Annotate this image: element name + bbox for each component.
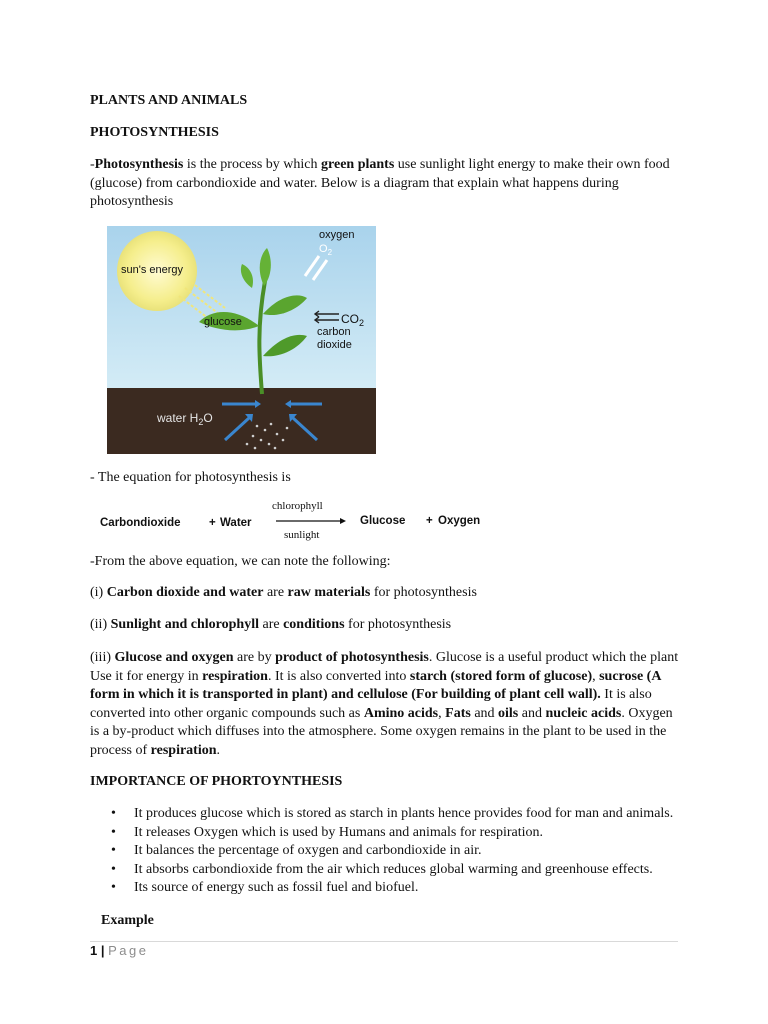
footer-divider bbox=[90, 941, 678, 942]
co2-label: $CO_2$ bbox=[341, 312, 365, 328]
arrowhead-icon bbox=[340, 518, 346, 524]
equation-sunlight: sunlight bbox=[284, 529, 320, 541]
intro-paragraph: -Photosynthesis is the process by which green plants use sunlight light energy to make their own food (glucose) from carbondioxide and water. Below is a diagram that explain what happens during photosynthesis bbox=[90, 157, 670, 209]
section-heading-importance: IMPORTANCE OF PHORTOYNTHESIS bbox=[90, 774, 343, 789]
example-heading: Example bbox=[101, 913, 154, 928]
water-label: water $H_2O$ bbox=[157, 411, 213, 427]
suns-energy-label: sun's energy bbox=[121, 264, 184, 276]
equation-plus: + bbox=[426, 515, 433, 527]
note-intro: -From the above equation, we can note the following: bbox=[90, 554, 391, 569]
bullet-icon: • bbox=[111, 880, 116, 896]
importance-list bbox=[90, 805, 680, 898]
carbon-label: carbon bbox=[317, 326, 351, 338]
equation-water: Water bbox=[220, 517, 252, 529]
photosynthesis-diagram bbox=[107, 226, 376, 454]
glucose-label: glucose bbox=[204, 316, 242, 328]
list-item: • It balances the percentage of oxygen and carbondioxide in air. bbox=[90, 842, 680, 861]
word-equation bbox=[96, 498, 496, 542]
page-label: Page bbox=[108, 943, 149, 958]
equation-intro: - The equation for photosynthesis is bbox=[90, 470, 291, 485]
bullet-icon: • bbox=[111, 824, 116, 840]
page-footer bbox=[90, 943, 148, 958]
oxygen-label: oxygen bbox=[319, 229, 355, 241]
o2-label: $O_2$ bbox=[319, 243, 333, 257]
section-heading-photosynthesis: PHOTOSYNTHESIS bbox=[90, 125, 219, 140]
list-item: • It produces glucose which is stored as starch in plants hence provides food for man and animals. bbox=[90, 805, 680, 824]
equation-plus: + bbox=[209, 517, 216, 529]
footer-separator: | bbox=[97, 943, 109, 958]
equation-chlorophyll: chlorophyll bbox=[272, 500, 323, 512]
bullet-icon: • bbox=[111, 861, 116, 877]
bullet-icon: • bbox=[111, 806, 116, 821]
soil bbox=[107, 388, 376, 454]
note-products: (iii) Glucose and oxygen are by product of photosynthesis. Glucose is a useful product which the plant Use it for energy in respiration. It is also converted into starch (stored form of glucose), sucrose (A form in which it is transported in plant) and cellulose (For building of plant cell wall). It is also converted into other organic compounds such as Amino acids, Fats and oils and nucleic acids. Oxygen is a by-product which diffuses into the atmosphere. Some oxygen remains in the plant to be used in the process of respiration. bbox=[90, 650, 679, 758]
page-number: 1 bbox=[90, 943, 98, 958]
document-title: PLANTS AND ANIMALS bbox=[90, 93, 248, 108]
note-conditions: (ii) Sunlight and chlorophyll are conditions for photosynthesis bbox=[90, 617, 452, 632]
equation-oxygen: Oxygen bbox=[438, 515, 481, 527]
equation-carbondioxide: Carbondioxide bbox=[100, 517, 181, 529]
equation-glucose: Glucose bbox=[360, 515, 406, 527]
list-item: • Its source of energy such as fossil fuel and biofuel. bbox=[90, 879, 680, 898]
list-item: • It absorbs carbondioxide from the air which reduces global warming and greenhouse effects. bbox=[90, 861, 680, 880]
dioxide-label: dioxide bbox=[317, 339, 352, 351]
bullet-icon: • bbox=[111, 843, 116, 859]
note-raw-materials: (i) Carbon dioxide and water are raw materials for photosynthesis bbox=[90, 585, 477, 600]
list-item: • It releases Oxygen which is used by Humans and animals for respiration. bbox=[90, 824, 680, 843]
